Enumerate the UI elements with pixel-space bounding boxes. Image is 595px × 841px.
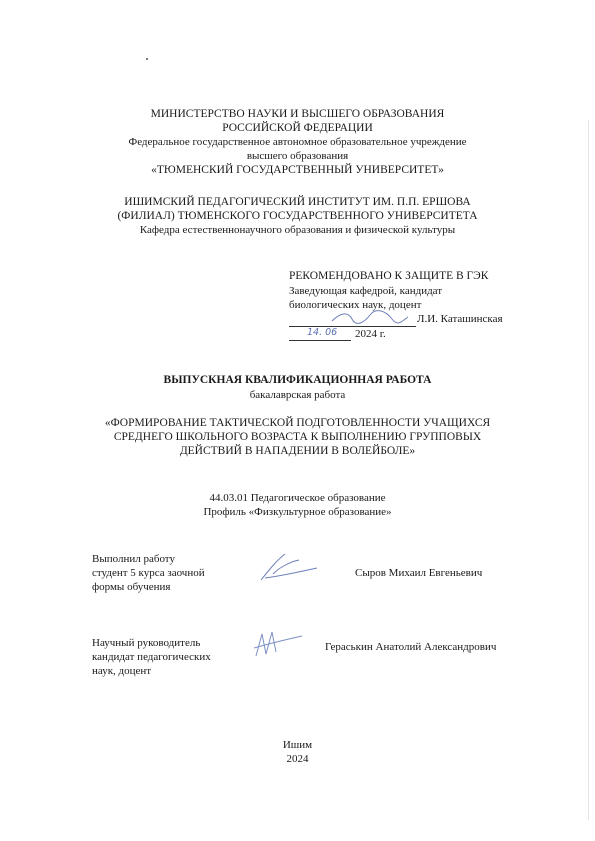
author-signature — [255, 548, 325, 584]
approval-title: РЕКОМЕНДОВАНО К ЗАЩИТЕ В ГЭК — [289, 270, 489, 282]
branch-line-1: ИШИМСКИЙ ПЕДАГОГИЧЕСКИЙ ИНСТИТУТ ИМ. П.П. ЕРШОВА — [124, 196, 471, 208]
ministry-line-1: МИНИСТЕРСТВО НАУКИ И ВЫСШЕГО ОБРАЗОВАНИЯ — [150, 108, 445, 120]
supervisor-role-2: кандидат педагогических — [92, 651, 211, 663]
ministry-line-2: РОССИЙСКОЙ ФЕДЕРАЦИИ — [222, 122, 373, 134]
work-level: бакалаврская работа — [249, 389, 346, 401]
supervisor-signature — [248, 626, 308, 660]
approval-signature — [330, 307, 410, 327]
branch-line-2: (ФИЛИАЛ) ТЮМЕНСКОГО ГОСУДАРСТВЕННОГО УНИВЕРСИТЕТА — [117, 210, 478, 222]
approval-date-line — [289, 340, 351, 341]
supervisor-role-3: наук, доцент — [92, 665, 152, 677]
author-role-1: Выполнил работу — [92, 553, 175, 565]
approval-head-name: Л.И. Каташинская — [417, 313, 503, 325]
author-name: Сыров Михаил Евгеньевич — [355, 567, 483, 579]
work-title-line-3: ДЕЙСТВИЙ В НАПАДЕНИИ В ВОЛЕЙБОЛЕ» — [179, 445, 416, 457]
author-role-3: формы обучения — [92, 581, 171, 593]
supervisor-name: Гераськин Анатолий Александрович — [325, 641, 497, 653]
supervisor-role-1: Научный руководитель — [92, 637, 201, 649]
author-role-2: студент 5 курса заочной — [92, 567, 205, 579]
work-title-line-1: «ФОРМИРОВАНИЕ ТАКТИЧЕСКОЙ ПОДГОТОВЛЕННОСТИ УЧАЩИХСЯ — [104, 417, 491, 429]
university-name: «ТЮМЕНСКИЙ ГОСУДАРСТВЕННЫЙ УНИВЕРСИТЕТ» — [151, 164, 444, 176]
footer-year: 2024 — [286, 753, 309, 765]
work-type: ВЫПУСКНАЯ КВАЛИФИКАЦИОННАЯ РАБОТА — [163, 374, 432, 386]
approval-position-1: Заведующая кафедрой, кандидат — [289, 285, 443, 297]
approval-position-2: биологических наук, доцент — [289, 299, 422, 311]
program-code: 44.03.01 Педагогическое образование — [209, 492, 386, 504]
city: Ишим — [282, 739, 313, 751]
program-profile: Профиль «Физкультурное образование» — [203, 506, 392, 518]
institution-line-2: высшего образования — [246, 150, 349, 162]
department-name: Кафедра естественнонаучного образования и физической культуры — [139, 224, 456, 236]
work-title-line-2: СРЕДНЕГО ШКОЛЬНОГО ВОЗРАСТА К ВЫПОЛНЕНИЮ ГРУППОВЫХ — [113, 431, 482, 443]
approval-year: 2024 г. — [355, 328, 386, 340]
institution-line-1: Федеральное государственное автономное образовательное учреждение — [128, 136, 467, 148]
stray-dot — [146, 58, 148, 60]
approval-date-handwritten: 14. 06 — [307, 327, 338, 338]
